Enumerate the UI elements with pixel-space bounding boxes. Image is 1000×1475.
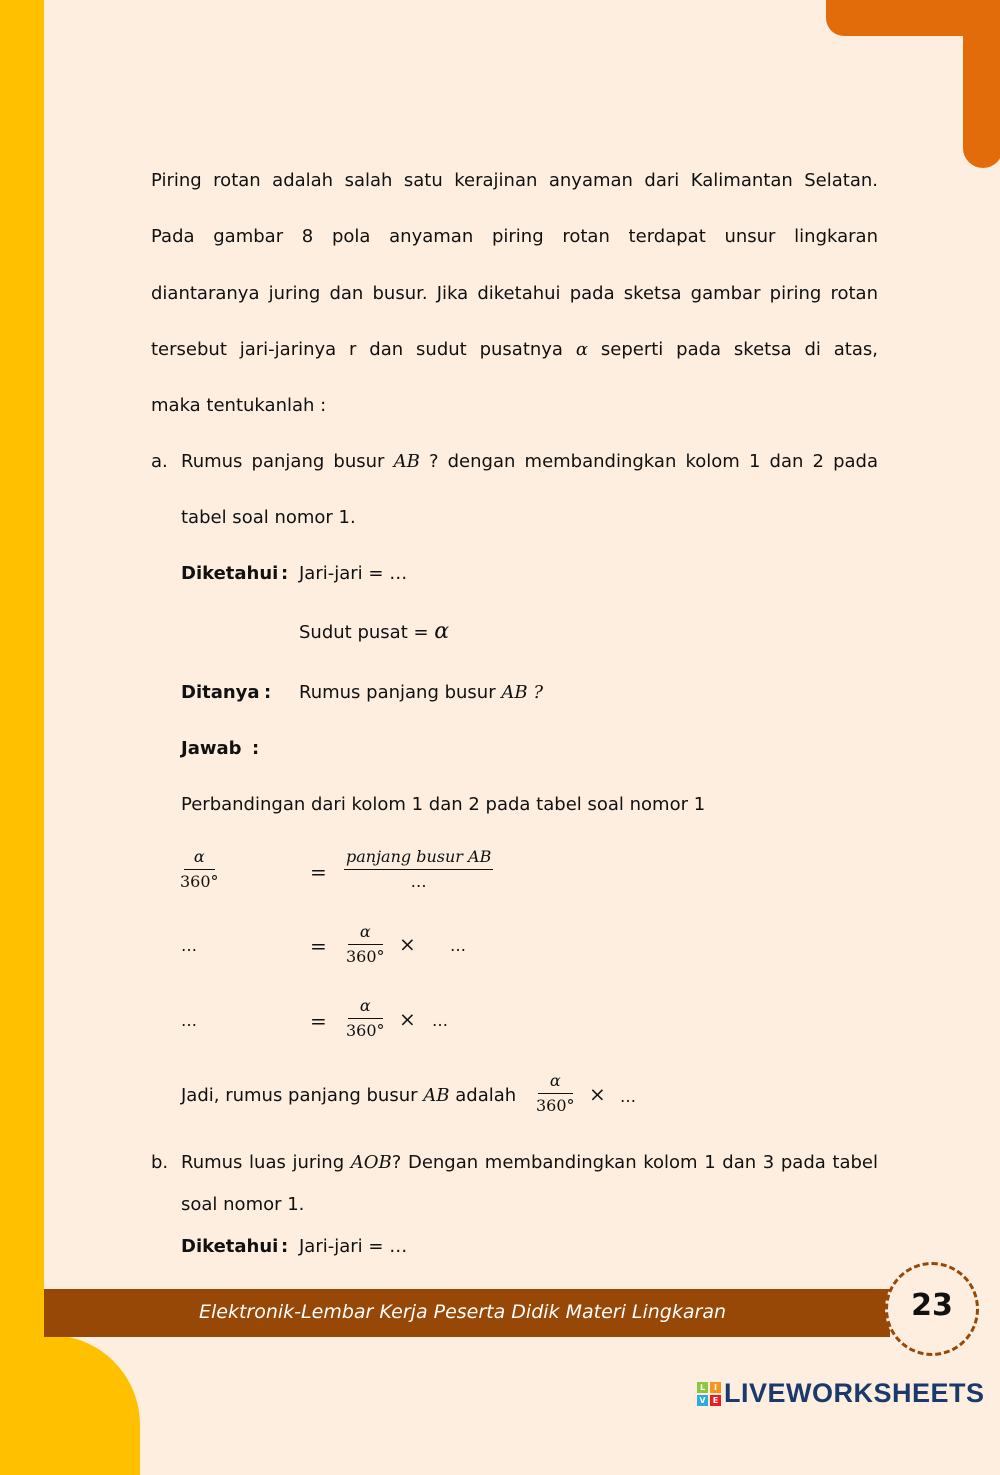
eq2-fraction bbox=[346, 923, 385, 966]
item-b-line-2: soal nomor 1. bbox=[181, 1194, 305, 1215]
ditanya-question: ? bbox=[533, 682, 543, 703]
item-b-jari-jari-field: Jari-jari = … bbox=[299, 1236, 408, 1257]
ditanya-ab: AB bbox=[501, 682, 528, 703]
ditanya-colon: : bbox=[264, 682, 272, 703]
alpha-symbol: α bbox=[575, 339, 588, 360]
eq3-den: 360° bbox=[346, 1021, 385, 1040]
item-a-marker: a. bbox=[151, 451, 168, 472]
footer-text: Elektronik-Lembar Kerja Peserta Didik Materi Lingkaran bbox=[199, 1301, 727, 1323]
eq3-rhs: … bbox=[432, 1011, 448, 1030]
page-number: 23 bbox=[911, 1288, 953, 1323]
perbandingan-text: Perbandingan dari kolom 1 dan 2 pada tabel soal nomor 1 bbox=[181, 794, 706, 815]
item-b-diketahui-label: Diketahui bbox=[181, 1236, 279, 1257]
eq2-equals: = bbox=[310, 934, 327, 958]
jadi-num: α bbox=[538, 1072, 573, 1094]
jadi-fraction bbox=[536, 1072, 575, 1115]
eq2-times: × bbox=[399, 932, 416, 956]
item-a-line-1-post: ? dengan membandingkan kolom 1 dan 2 pada bbox=[428, 451, 879, 472]
intro-line-5: maka tentukanlah : bbox=[151, 395, 327, 416]
lw-grid-l: L bbox=[697, 1382, 708, 1393]
ab-label: AB bbox=[393, 451, 420, 472]
item-a-line-1 bbox=[181, 451, 878, 473]
ditanya-value bbox=[299, 682, 543, 704]
left-yellow-bar bbox=[0, 0, 44, 1413]
item-b-diketahui-colon: : bbox=[281, 1236, 289, 1257]
eq2-lhs: … bbox=[181, 936, 197, 955]
eq2-den: 360° bbox=[346, 947, 385, 966]
lw-grid-v: V bbox=[697, 1395, 708, 1406]
diketahui-colon: : bbox=[281, 563, 289, 584]
jari-jari-field: Jari-jari = … bbox=[299, 563, 408, 584]
jadi-ab: AB bbox=[423, 1085, 450, 1106]
liveworksheets-text: LIVEWORKSHEETS bbox=[724, 1378, 985, 1408]
sudut-pusat-field bbox=[299, 621, 449, 644]
bottom-yellow-blob bbox=[0, 1335, 140, 1475]
diketahui-label: Diketahui bbox=[181, 563, 279, 584]
intro-line-4 bbox=[151, 339, 878, 361]
jawab-label: Jawab bbox=[181, 738, 242, 759]
intro-line-2: Pada gambar 8 pola anyaman piring rotan terdapat unsur lingkaran bbox=[151, 226, 878, 247]
lw-grid-e: E bbox=[710, 1395, 721, 1406]
ditanya-label: Ditanya bbox=[181, 682, 260, 703]
eq1-rhs-num: panjang busur AB bbox=[344, 848, 493, 870]
item-b-line-1 bbox=[181, 1152, 878, 1174]
eq1-rhs-den: … bbox=[410, 872, 427, 891]
eq3-num: α bbox=[348, 997, 383, 1019]
eq1-equals: = bbox=[310, 860, 327, 884]
jadi-text bbox=[181, 1085, 516, 1107]
aob-label: AOB bbox=[350, 1152, 392, 1173]
jadi-pre: Jadi, rumus panjang busur bbox=[181, 1085, 418, 1106]
eq1-lhs-num: α bbox=[184, 848, 215, 870]
jadi-times: × bbox=[589, 1082, 606, 1106]
item-b-line-1-post: ? Dengan membandingkan kolom 1 dan 3 pada tabel bbox=[391, 1152, 878, 1173]
eq3-times: × bbox=[399, 1007, 416, 1031]
intro-line-4-post: seperti pada sketsa di atas, bbox=[600, 339, 878, 360]
sudut-pusat-alpha: α bbox=[434, 619, 450, 644]
eq2-rhs: … bbox=[450, 936, 466, 955]
item-a-line-1-pre: Rumus panjang busur bbox=[181, 451, 385, 472]
item-a-line-2: tabel soal nomor 1. bbox=[181, 507, 356, 528]
eq3-fraction bbox=[346, 997, 385, 1040]
eq3-lhs: … bbox=[181, 1011, 197, 1030]
eq1-lhs-den: 360° bbox=[180, 872, 219, 891]
jadi-den: 360° bbox=[536, 1096, 575, 1115]
eq1-rhs-fraction bbox=[344, 848, 493, 891]
sudut-pusat-label: Sudut pusat = bbox=[299, 622, 429, 643]
intro-line-3: diantaranya juring dan busur. Jika diketahui pada sketsa gambar piring rotan bbox=[151, 283, 878, 304]
intro-line-4-pre: tersebut jari-jarinya r dan sudut pusatnya bbox=[151, 339, 563, 360]
lw-grid-i: I bbox=[710, 1382, 721, 1393]
jadi-rhs: … bbox=[620, 1087, 636, 1106]
eq1-lhs-fraction bbox=[180, 848, 219, 891]
intro-line-1: Piring rotan adalah salah satu kerajinan anyaman dari Kalimantan Selatan. bbox=[151, 170, 878, 191]
eq3-equals: = bbox=[310, 1009, 327, 1033]
top-orange-corner-vertical bbox=[963, 0, 1000, 168]
ditanya-text: Rumus panjang busur bbox=[299, 682, 496, 703]
jawab-colon: : bbox=[252, 738, 260, 759]
liveworksheets-grid-icon bbox=[697, 1382, 721, 1406]
liveworksheets-logo[interactable] bbox=[697, 1378, 985, 1409]
item-b-line-1-pre: Rumus luas juring bbox=[181, 1152, 345, 1173]
item-b-marker: b. bbox=[151, 1152, 169, 1173]
eq2-num: α bbox=[348, 923, 383, 945]
jadi-post: adalah bbox=[455, 1085, 517, 1106]
